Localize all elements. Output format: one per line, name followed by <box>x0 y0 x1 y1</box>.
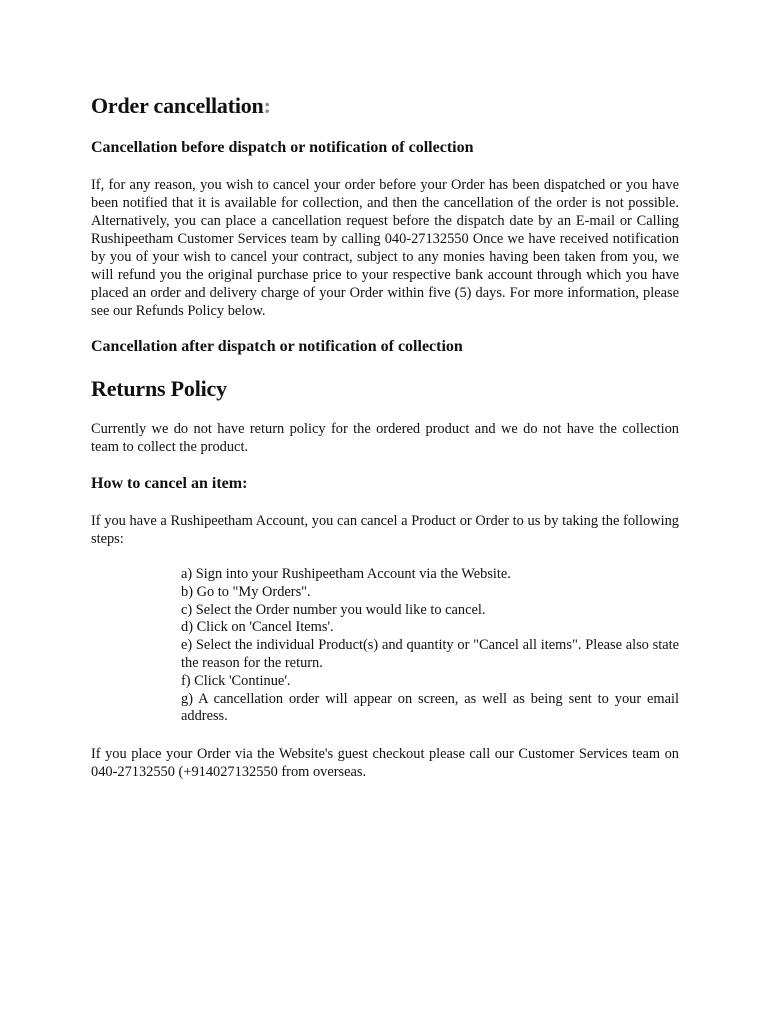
list-item: a) Sign into your Rushipeetham Account via the Website. <box>181 566 511 582</box>
guest-checkout-note: If you place your Order via the Website's guest checkout please call our Customer Services team on 040-27132550 (+914027132550 from overseas. <box>91 746 679 780</box>
order-cancellation-title <box>91 93 271 119</box>
list-item: g) A cancellation order will appear on screen, as well as being sent to your email address. <box>181 690 679 725</box>
before-dispatch-heading: Cancellation before dispatch or notification of collection <box>91 139 474 156</box>
how-to-cancel-heading: How to cancel an item: <box>91 475 248 492</box>
list-item: b) Go to "My Orders". <box>181 583 311 600</box>
before-dispatch-paragraph: If, for any reason, you wish to cancel your order before your Order has been dispatched or you have been notified that it is available for collection, and then the cancellation of the order is not possible. Alternatively, you can place a cancellation request before the dispatch date by an E-mail or Calling Rushipeetham Customer Services team by calling 040-27132550 Once we have received notification by you of your wish to cancel your contract, subject to any monies having been taken from you, we will refund you the original purchase price to your respective bank account through which you have placed an order and delivery charge of your Order within five (5) days. For more information, please see our Refunds Policy below. <box>91 177 679 319</box>
list-item: f) Click 'Continue'. <box>181 672 291 689</box>
list-item: c) Select the Order number you would like to cancel. <box>181 601 486 618</box>
how-to-cancel-intro: If you have a Rushipeetham Account, you can cancel a Product or Order to us by taking the following steps: <box>91 513 679 547</box>
returns-policy-title: Returns Policy <box>91 376 227 401</box>
after-dispatch-heading: Cancellation after dispatch or notification of collection <box>91 338 463 355</box>
title-colon: : <box>263 93 271 118</box>
order-cancellation-title-text: Order cancellation <box>91 93 264 118</box>
list-item: e) Select the individual Product(s) and quantity or "Cancel all items". Please also state the reason for the return. <box>181 637 679 671</box>
cancel-steps-list <box>181 566 679 726</box>
list-item: d) Click on 'Cancel Items'. <box>181 619 334 636</box>
returns-policy-paragraph: Currently we do not have return policy for the ordered product and we do not have the collection team to collect the product. <box>91 421 679 455</box>
